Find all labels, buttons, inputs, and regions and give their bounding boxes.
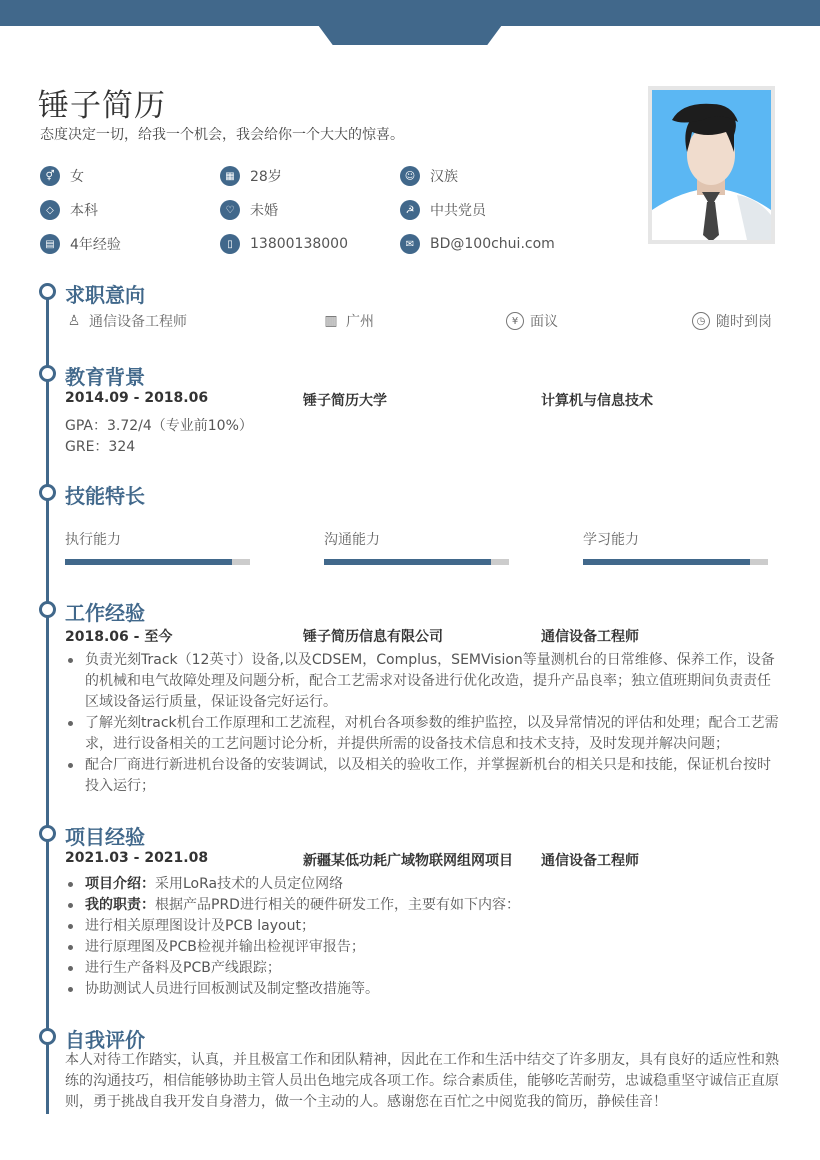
work-bullets [65, 650, 780, 797]
header-bar [0, 0, 820, 26]
list-item: 我的职责：根据产品PRD进行相关的硬件研发工作，主要有如下内容： [65, 895, 780, 916]
gender-icon: ⚥ [40, 166, 60, 186]
project-bullets [65, 874, 780, 1000]
info-email: ✉ BD@100chui.com [400, 234, 555, 254]
section-dot [39, 601, 56, 618]
section-dot [39, 283, 56, 300]
info-degree: ◇ 本科 [40, 200, 98, 220]
section-title-project: 项目经验 [65, 825, 145, 849]
skill-bar [324, 559, 509, 565]
resume-motto: 态度决定一切，给我一个机会，我会给你一个大大的惊喜。 [40, 127, 404, 143]
heart-icon: ♡ [220, 200, 240, 220]
building-icon: ▥ [324, 313, 338, 329]
section-title-self: 自我评价 [65, 1028, 145, 1052]
list-item: 配合厂商进行新进机台设备的安装调试，以及相关的验收工作，并掌握新机台的相关只是和技能，保证机台按时投入运行； [65, 755, 780, 797]
work-period: 2018.06 - 至今 [65, 629, 173, 645]
resume-name: 锤子简历 [38, 88, 166, 124]
skill-bar [65, 559, 250, 565]
info-phone: ▯ 13800138000 [220, 234, 348, 254]
avatar-illustration [652, 90, 771, 240]
list-item: 项目介绍：采用LoRa技术的人员定位网络 [65, 874, 780, 895]
section-title-work: 工作经验 [65, 601, 145, 625]
clock-icon: ◷ [692, 312, 710, 330]
work-company: 锤子简历信息有限公司 [303, 629, 443, 645]
intent-position: ♙ 通信设备工程师 [65, 311, 187, 331]
project-role: 通信设备工程师 [541, 853, 639, 869]
skill-label: 执行能力 [65, 532, 121, 548]
skill-label: 学习能力 [583, 532, 639, 548]
party-icon: ☭ [400, 200, 420, 220]
intent-city: ▥ 广州 [322, 311, 374, 331]
section-title-skills: 技能特长 [65, 484, 145, 508]
clipboard-icon: ▤ [40, 234, 60, 254]
intent-salary: ¥ 面议 [506, 311, 558, 331]
list-item: 协助测试人员进行回板测试及制定整改措施等。 [65, 979, 780, 1000]
info-experience: ▤ 4年经验 [40, 234, 121, 254]
mail-icon: ✉ [400, 234, 420, 254]
info-marital: ♡ 未婚 [220, 200, 278, 220]
header-notch [318, 25, 502, 45]
user-icon: ☺ [400, 166, 420, 186]
section-dot [39, 1028, 56, 1045]
list-item: 进行相关原理图设计及PCB layout； [65, 916, 780, 937]
info-age: ▦ 28岁 [220, 166, 282, 186]
yen-icon: ¥ [506, 312, 524, 330]
education-school: 锤子简历大学 [303, 393, 387, 409]
work-role: 通信设备工程师 [541, 629, 639, 645]
list-item: 了解光刻track机台工作原理和工艺流程，对机台各项参数的维护监控，以及异常情况的评估和处理；配合工艺需求，进行设备相关的工艺问题讨论分析，并提供所需的设备技术信息和技术支持，及时发现并解决问题； [65, 713, 780, 755]
education-gpa: GPA：3.72/4（专业前10%） [65, 418, 253, 434]
info-gender: ⚥ 女 [40, 166, 84, 186]
list-item: 负责光刻Track（12英寸）设备,以及CDSEM，Complus，SEMVision等量测机台的日常维修、保养工作，设备的机械和电气故障处理及问题分析，配合工艺需求对设备进行优化改造，提升产品良率；独立值班期间负责责任区域设备运行质量，保证设备完好运行。 [65, 650, 780, 713]
avatar-photo [648, 86, 775, 244]
section-dot [39, 365, 56, 382]
calendar-icon: ▦ [220, 166, 240, 186]
project-name: 新疆某低功耗广域物联网组网项目 [303, 853, 513, 869]
section-title-education: 教育背景 [65, 365, 145, 389]
intent-availability: ◷ 随时到岗 [692, 311, 772, 331]
project-period: 2021.03 - 2021.08 [65, 850, 209, 866]
graduation-cap-icon: ◇ [40, 200, 60, 220]
section-dot [39, 484, 56, 501]
education-period: 2014.09 - 2018.06 [65, 390, 209, 406]
education-gre: GRE：324 [65, 439, 136, 455]
skill-label: 沟通能力 [324, 532, 380, 548]
info-political: ☭ 中共党员 [400, 200, 486, 220]
tie-icon: ♙ [67, 313, 81, 329]
section-title-intent: 求职意向 [65, 283, 145, 307]
info-ethnicity: ☺ 汉族 [400, 166, 458, 186]
self-evaluation-text: 本人对待工作踏实，认真，并且极富工作和团队精神，因此在工作和生活中结交了许多朋友，具有良好的适应性和熟练的沟通技巧，相信能够协助主管人员出色地完成各项工作。综合素质佳，能够吃苦耐劳，忠诚稳重坚守诚信正直原则，勇于挑战自我开发自身潜力，做一个主动的人。感谢您在百忙之中阅览我的简历，静候佳音！ [65, 1052, 779, 1110]
education-major: 计算机与信息技术 [541, 393, 653, 409]
section-dot [39, 825, 56, 842]
list-item: 进行原理图及PCB检视并输出检视评审报告； [65, 937, 780, 958]
timeline-line [46, 296, 49, 1114]
list-item: 进行生产备料及PCB产线跟踪； [65, 958, 780, 979]
skill-bar [583, 559, 768, 565]
phone-icon: ▯ [220, 234, 240, 254]
